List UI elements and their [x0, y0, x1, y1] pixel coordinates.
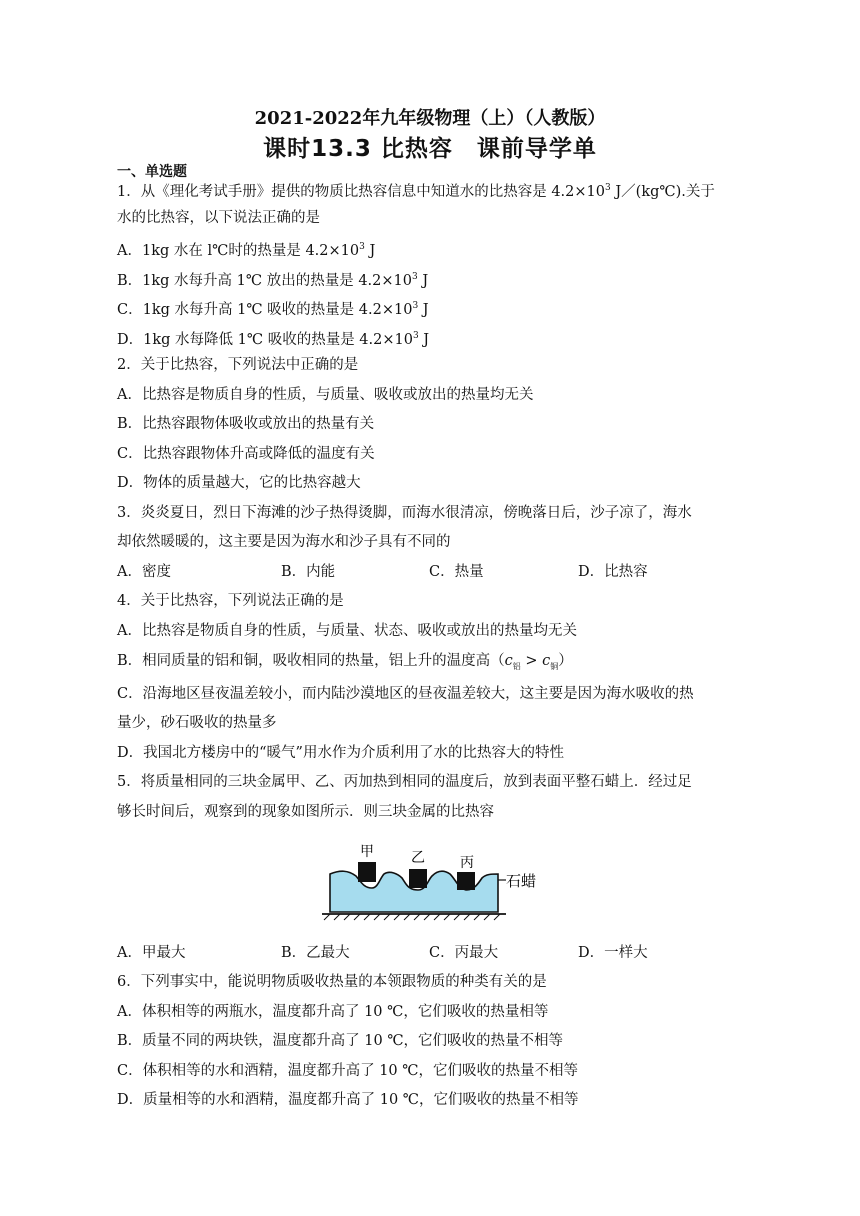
q1-stem-line2: 水的比热容，以下说法正确的是 — [117, 210, 320, 226]
wax-diagram — [316, 840, 536, 922]
document-title: 2021-2022年九年级物理（上）（人教版） — [254, 108, 606, 129]
q3-option-c: C．热量 — [429, 564, 484, 580]
metal-block-yi — [409, 869, 427, 888]
q3-option-a: A．密度 — [117, 564, 171, 580]
q1-option-b: B．1kg 水每升高 1℃ 放出的热量是 $4.2\times 10^3$ J — [117, 272, 429, 289]
q1-option-c: C．1kg 水每升高 1℃ 吸收的热量是 $4.2\times 10^3$ J — [117, 301, 429, 318]
q1-option-d: D．1kg 水每降低 1℃ 吸收的热量是 $4.2\times 10^3$ J — [117, 331, 430, 348]
q4-option-c-line2: 量少，砂石吸收的热量多 — [117, 715, 277, 731]
document-subtitle: 课时13.3 比热容 课前导学单 — [263, 136, 597, 162]
q4-option-d: D．我国北方楼房中的“暖气”用水作为介质利用了水的比热容大的特性 — [117, 745, 564, 761]
q3-option-b: B．内能 — [281, 564, 336, 580]
q4-option-b: B．相同质量的铝和铜，吸收相同的热量，铝上升的温度高$(c_铝 > c_铜)$ — [117, 653, 573, 671]
q4-stem: 4．关于比热容，下列说法正确的是 — [117, 593, 344, 609]
q1-stem-line1: 1．从《理化考试手册》提供的物质比热容信息中知道水的比热容是 $4.2\times 10^3$ J／(kg℃).关于 — [117, 183, 715, 200]
label-wax: 石蜡 — [506, 872, 536, 890]
q5-option-d: D．一样大 — [578, 945, 648, 961]
metal-block-bing — [457, 872, 475, 890]
q5-option-a: A．甲最大 — [117, 945, 186, 961]
q2-option-c: C．比热容跟物体升高或降低的温度有关 — [117, 446, 375, 462]
q5-option-c: C．丙最大 — [429, 945, 499, 961]
wax-figure — [316, 840, 536, 922]
q5-option-b: B．乙最大 — [281, 945, 350, 961]
q5-stem-line2: 够长时间后，观察到的现象如图所示．则三块金属的比热容 — [117, 804, 494, 820]
q6-option-d: D．质量相等的水和酒精，温度都升高了 10 ℃，它们吸收的热量不相等 — [117, 1092, 579, 1108]
q4-option-a: A．比热容是物质自身的性质，与质量、状态、吸收或放出的热量均无关 — [117, 623, 577, 639]
metal-block-jia — [358, 862, 376, 882]
q3-stem-line1: 3．炎炎夏日，烈日下海滩的沙子热得烫脚，而海水很清凉，傍晚落日后，沙子凉了，海水 — [117, 505, 692, 521]
section-heading: 一、单选题 — [117, 164, 187, 180]
label-bing: 丙 — [460, 855, 474, 871]
q2-option-d: D．物体的质量越大，它的比热容越大 — [117, 475, 361, 491]
q2-stem: 2．关于比热容，下列说法中正确的是 — [117, 357, 359, 373]
q6-option-a: A．体积相等的两瓶水，温度都升高了 10 ℃，它们吸收的热量相等 — [117, 1004, 549, 1020]
ground-hatching — [324, 914, 500, 920]
label-jia: 甲 — [360, 844, 374, 860]
q1-option-a: A．1kg 水在 l℃时的热量是 $4.2\times 10^3$ J — [117, 242, 376, 259]
q3-stem-line2: 却依然暖暖的，这主要是因为海水和沙子具有不同的 — [117, 534, 451, 550]
label-yi: 乙 — [411, 850, 425, 866]
q6-stem: 6．下列事实中，能说明物质吸收热量的本领跟物质的种类有关的是 — [117, 974, 547, 990]
q2-option-b: B．比热容跟物体吸收或放出的热量有关 — [117, 416, 375, 432]
q3-option-d: D．比热容 — [578, 564, 648, 580]
q4-option-c-line1: C．沿海地区昼夜温差较小，而内陆沙漠地区的昼夜温差较大，这主要是因为海水吸收的热 — [117, 686, 694, 702]
q6-option-b: B．质量不同的两块铁，温度都升高了 10 ℃，它们吸收的热量不相等 — [117, 1033, 564, 1049]
q2-option-a: A．比热容是物质自身的性质，与质量、吸收或放出的热量均无关 — [117, 387, 534, 403]
q6-option-c: C．体积相等的水和酒精，温度都升高了 10 ℃，它们吸收的热量不相等 — [117, 1063, 578, 1079]
q5-stem-line1: 5．将质量相同的三块金属甲、乙、丙加热到相同的温度后，放到表面平整石蜡上．经过足 — [117, 774, 692, 790]
